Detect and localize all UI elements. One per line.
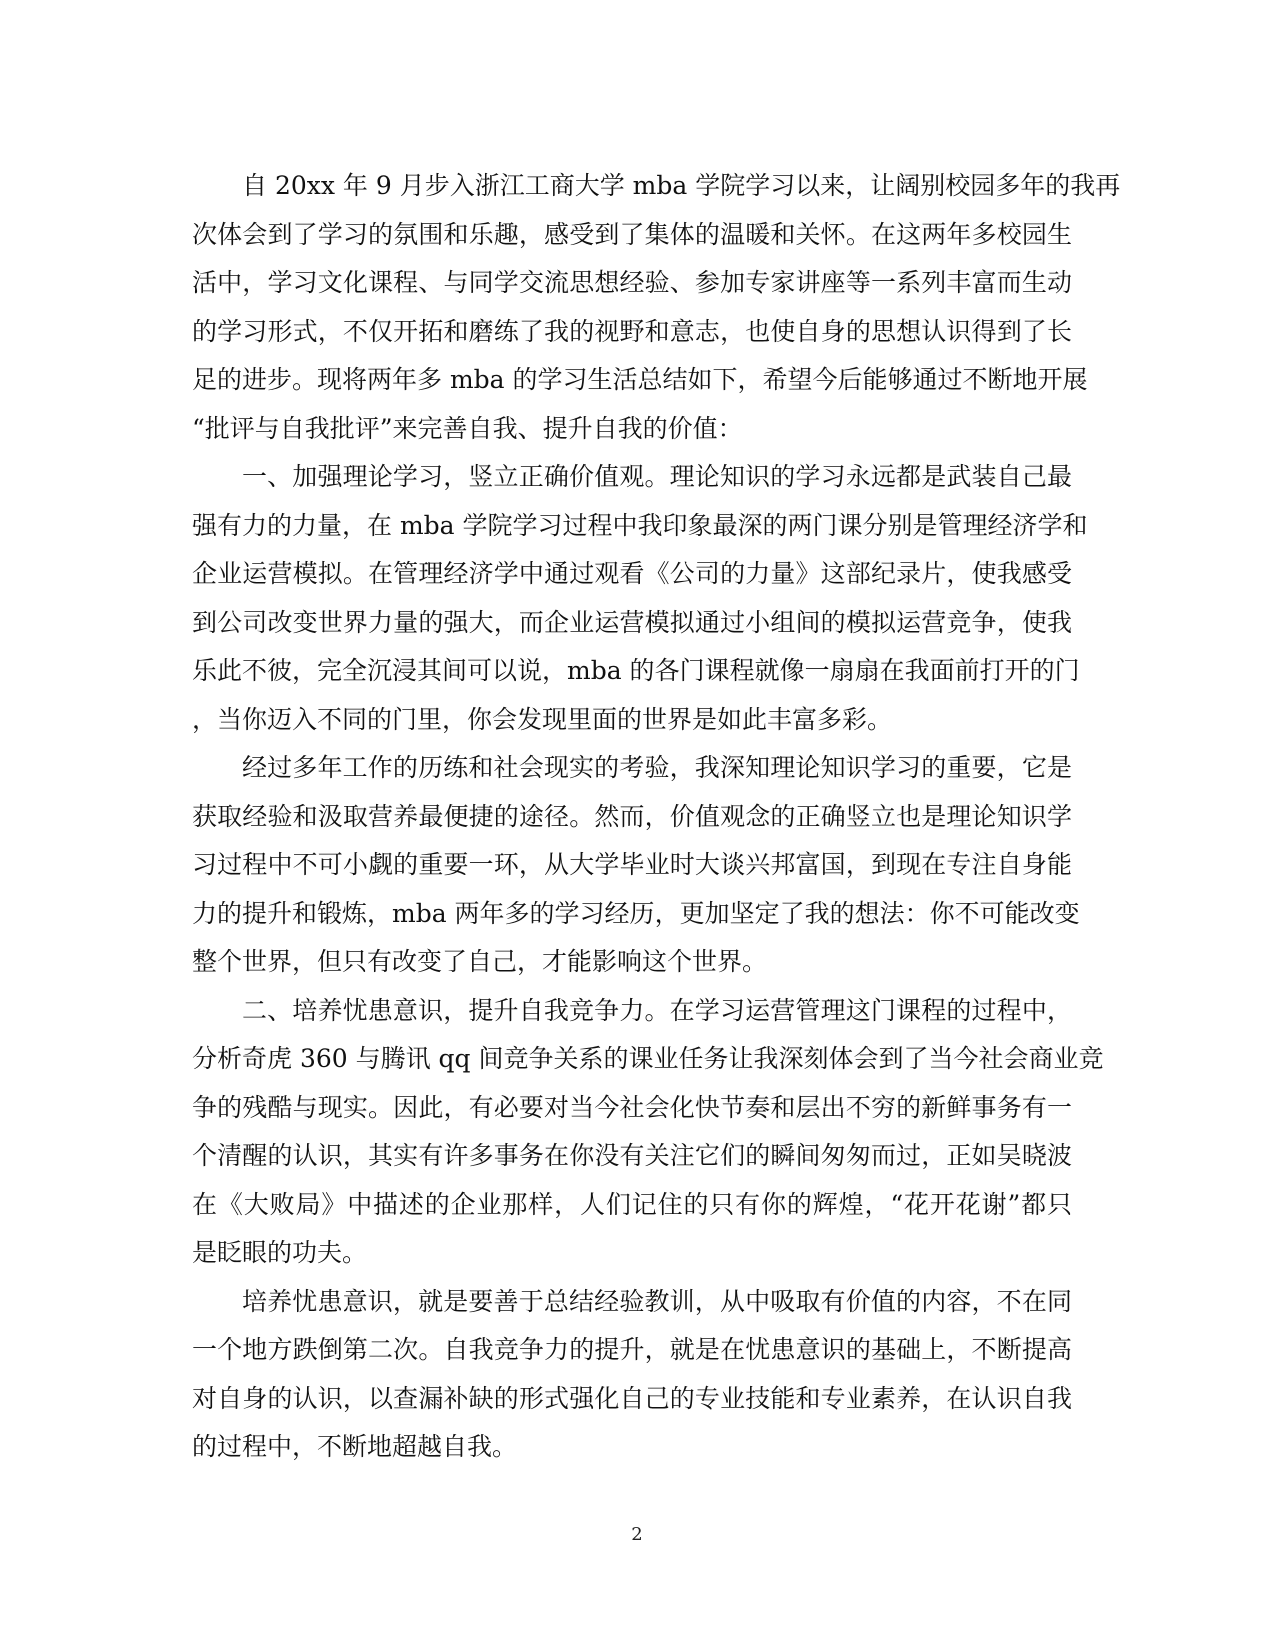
text-line: 对自身的认识，以查漏补缺的形式强化自己的专业技能和专业素养，在认识自我 bbox=[192, 1383, 1072, 1413]
paragraph-section-one bbox=[192, 453, 1088, 744]
body-text bbox=[192, 162, 1121, 1472]
text-line: 到公司改变世界力量的强大，而企业运营模拟通过小组间的模拟运营竞争，使我 bbox=[192, 607, 1072, 637]
text-line: 活中，学习文化课程、与同学交流思想经验、参加专家讲座等一系列丰富而生动 bbox=[192, 268, 1072, 297]
text-line: “批评与自我批评”来完善自我、提升自我的价值： bbox=[192, 413, 743, 443]
page-number: 2 bbox=[631, 1524, 643, 1545]
text-line: 经过多年工作的历练和社会现实的考验，我深知理论知识学习的重要，它是 bbox=[242, 753, 1072, 782]
text-line: 次体会到了学习的氛围和乐趣，感受到了集体的温暖和关怀。在这两年多校园生 bbox=[192, 219, 1072, 249]
text-line: 是眨眼的功夫。 bbox=[192, 1238, 368, 1267]
text-line: 足的进步。现将两年多 mba 的学习生活总结如下，希望今后能够通过不断地开展 bbox=[192, 365, 1088, 394]
paragraph-experience bbox=[192, 744, 1080, 987]
text-line: 习过程中不可小觑的重要一环，从大学毕业时大谈兴邦富国，到现在专注自身能 bbox=[192, 850, 1072, 879]
text-line: 一个地方跌倒第二次。自我竞争力的提升，就是在忧患意识的基础上，不断提高 bbox=[192, 1335, 1072, 1364]
text-line: 争的残酷与现实。因此，有必要对当今社会化快节奏和层出不穷的新鲜事务有一 bbox=[192, 1092, 1072, 1122]
text-line: 的过程中，不断地超越自我。 bbox=[192, 1432, 518, 1461]
text-line: 整个世界，但只有改变了自己，才能影响这个世界。 bbox=[192, 947, 768, 976]
text-line: 力的提升和锻炼，mba 两年多的学习经历，更加坚定了我的想法：你不可能改变 bbox=[192, 898, 1080, 928]
paragraph-intro bbox=[192, 162, 1121, 453]
paragraph-awareness bbox=[192, 1278, 1072, 1472]
text-line: ，当你迈入不同的门里，你会发现里面的世界是如此丰富多彩。 bbox=[192, 704, 893, 734]
text-line: 的学习形式，不仅开拓和磨练了我的视野和意志，也使自身的思想认识得到了长 bbox=[192, 316, 1072, 346]
paragraph-section-two bbox=[192, 987, 1104, 1278]
text-line: 获取经验和汲取营养最便捷的途径。然而，价值观念的正确竖立也是理论知识学 bbox=[192, 801, 1072, 831]
text-line: 个清醒的认识，其实有许多事务在你没有关注它们的瞬间匆匆而过，正如吴晓波 bbox=[192, 1141, 1072, 1170]
text-line: 培养忧患意识，就是要善于总结经验教训，从中吸取有价值的内容，不在同 bbox=[242, 1286, 1072, 1316]
text-line: 企业运营模拟。在管理经济学中通过观看《公司的力量》这部纪录片，使我感受 bbox=[192, 559, 1072, 588]
text-line: 乐此不彼，完全沉浸其间可以说，mba 的各门课程就像一扇扇在我面前打开的门 bbox=[192, 656, 1080, 685]
text-line: 二、培养忧患意识，提升自我竞争力。在学习运营管理这门课程的过程中， bbox=[242, 995, 1072, 1025]
text-line: 在《大败局》中描述的企业那样，人们记住的只有你的辉煌，“花开花谢”都只 bbox=[192, 1189, 1072, 1219]
text-line: 自 20xx 年 9 月步入浙江工商大学 mba 学院学习以来，让阔别校园多年的我再 bbox=[242, 171, 1121, 200]
text-line: 一、加强理论学习，竖立正确价值观。理论知识的学习永远都是武装自己最 bbox=[242, 462, 1072, 491]
text-line: 强有力的力量，在 mba 学院学习过程中我印象最深的两门课分别是管理经济学和 bbox=[192, 510, 1088, 540]
text-line: 分析奇虎 360 与腾讯 qq 间竞争关系的课业任务让我深刻体会到了当今社会商业竞 bbox=[192, 1044, 1104, 1073]
